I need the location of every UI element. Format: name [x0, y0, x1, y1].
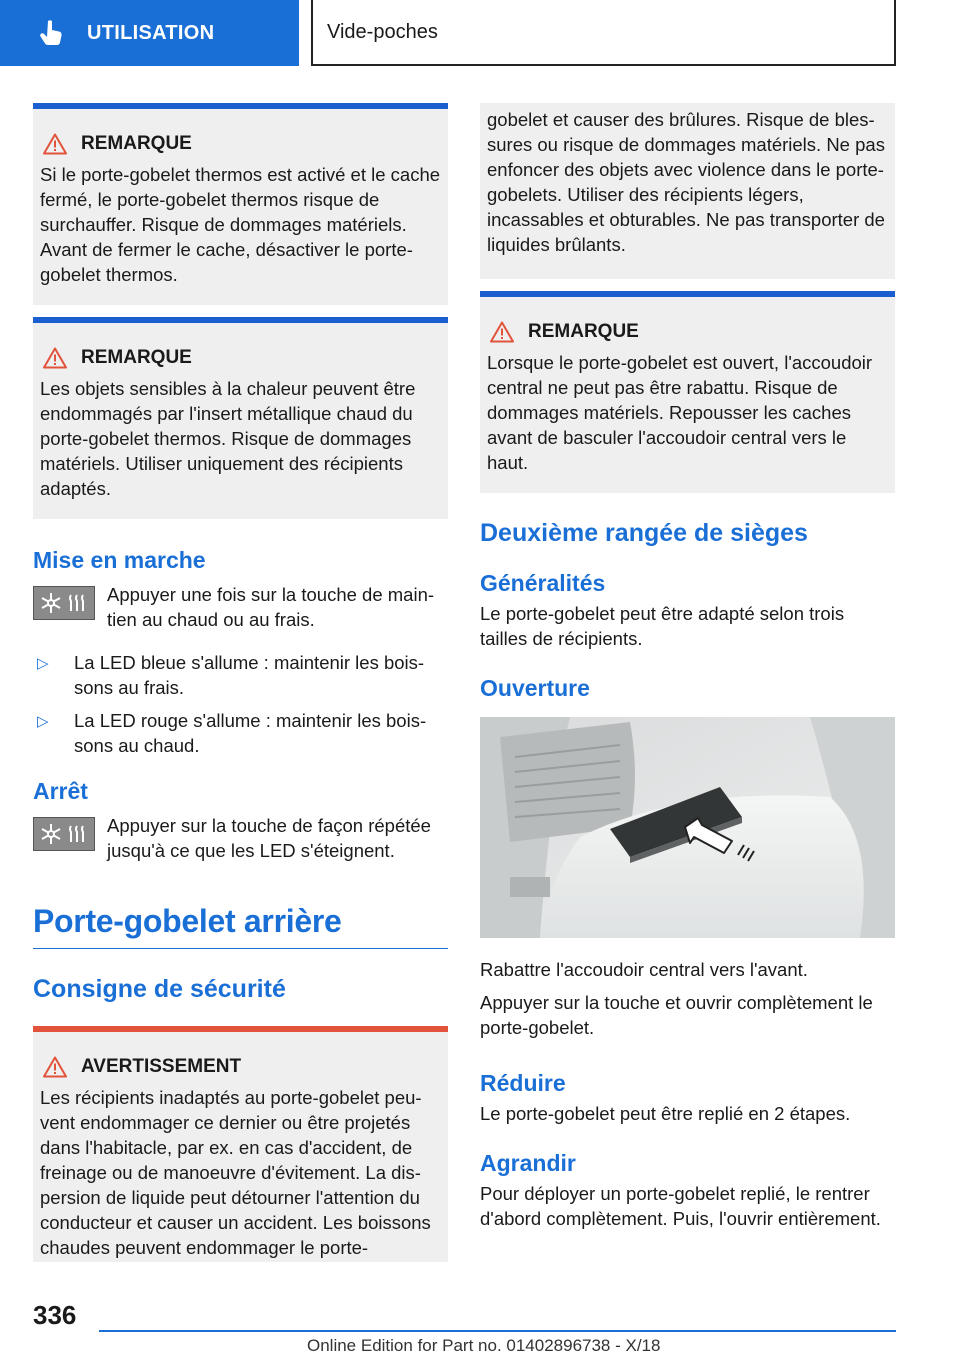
section-tab: [0, 0, 299, 66]
note-text: Les objets sensibles à la chaleur peuvent être endommagés par l'insert métallique chaud du porte-gobelet thermos. Risque de dommages matériels. Utiliser uniquement des récipients adaptés.: [40, 378, 416, 499]
climate-button-icon: [33, 586, 95, 620]
heading-reduce: Réduire: [480, 1070, 566, 1096]
heat-waves-icon: [65, 822, 89, 846]
warning-triangle-icon: [43, 133, 67, 155]
switch-off-instruction: [33, 813, 448, 863]
heading-switch-off: Arrêt: [33, 778, 88, 804]
warning-continued: [480, 103, 895, 279]
triangle-bullet-icon: ▷: [37, 713, 49, 730]
heading-second-row: Deuxième rangée de sièges: [480, 519, 808, 547]
section-label: UTILISATION: [87, 21, 215, 44]
topic-label: Vide-poches: [327, 20, 438, 43]
warning-triangle-icon: [490, 321, 514, 343]
note-thermos-overheat: [33, 103, 448, 305]
list-item: ▷ La LED bleue s'allume : maintenir les boissons au frais.: [33, 650, 448, 700]
heading-enlarge: Agrandir: [480, 1150, 576, 1176]
note-title: REMARQUE: [81, 347, 192, 368]
warning-text: Les récipients inadaptés au porte-gobelet peuvent endommager ce dernier ou être projetés dans l'habitacle, par ex. en cas d'accident, de freinage ou de manoeuvre d'évitement. La dispersion de liquide peut détourner l'attention du conducteur et causer un accident. Les boissons chaudes peuvent endommager le porte-: [40, 1087, 431, 1258]
topic-title: [311, 0, 896, 66]
heading-switch-on: Mise en marche: [33, 547, 206, 573]
warning-triangle-icon: [43, 1056, 67, 1078]
footer-rule: [99, 1330, 896, 1332]
note-text: Lorsque le porte-gobelet est ouvert, l'accoudoir central ne peut pas être rabattu. Risque de dommages matériels. Repousser les caches avant de basculer l'accoudoir central vers le haut.: [487, 352, 873, 473]
led-status-list: [33, 650, 448, 758]
hand-pointer-icon: [37, 18, 67, 48]
edition-info: Online Edition for Part no. 01402896738 - X/18: [307, 1336, 661, 1355]
triangle-bullet-icon: ▷: [37, 655, 49, 672]
instruction-text: Appuyer une fois sur la touche de maintien au chaud ou au frais.: [107, 584, 435, 630]
note-title: REMARQUE: [81, 133, 192, 154]
note-heat-sensitive: [33, 317, 448, 519]
enlarge-text: Pour déployer un porte-gobelet replié, le rentrer d'abord complètement. Puis, l'ouvrir entièrement.: [480, 1183, 881, 1229]
note-title: REMARQUE: [528, 321, 639, 342]
note-text: Si le porte-gobelet thermos est activé et le cache fermé, le porte-gobelet thermos risque de surchauffer. Risque de dommages matériels. Avant de fermer le cache, désactiver le porte-gobelet thermos.: [40, 164, 441, 285]
page-number: 336: [33, 1300, 77, 1330]
instruction-text: Appuyer sur la touche de façon répétée jusqu'à ce que les LED s'éteignent.: [107, 815, 431, 861]
right-column: [480, 103, 895, 1231]
general-text: Le porte-gobelet peut être adapté selon trois tailles de récipients.: [480, 603, 845, 649]
left-column: [33, 103, 448, 1262]
snowflake-icon: [39, 591, 63, 615]
snowflake-icon: [39, 822, 63, 846]
opening-step-2: Appuyer sur la touche et ouvrir complètement le porte-gobelet.: [480, 992, 873, 1038]
heading-safety: Consigne de sécurité: [33, 975, 286, 1003]
switch-on-instruction: [33, 582, 448, 632]
note-armrest: [480, 291, 895, 493]
list-item: ▷ La LED rouge s'allume : maintenir les boissons au chaud.: [33, 708, 448, 758]
climate-button-icon: [33, 817, 95, 851]
rear-armrest-photo: [480, 717, 895, 938]
heading-opening: Ouverture: [480, 675, 590, 701]
heading-rear-cupholder: Porte-gobelet arrière: [33, 903, 448, 949]
warning-text: gobelet et causer des brûlures. Risque de blessures ou risque de dommages matériels. Ne pas enfoncer des objets avec violence dans le porte-gobelets. Utiliser des récipients légers, incassables et obturables. Ne pas transporter de liquides brûlants.: [487, 109, 885, 255]
heat-waves-icon: [65, 591, 89, 615]
warning-title: AVERTISSEMENT: [81, 1056, 242, 1077]
opening-step-1: Rabattre l'accoudoir central vers l'avant.: [480, 959, 808, 980]
warning-unsuitable-containers: [33, 1026, 448, 1262]
reduce-text: Le porte-gobelet peut être replié en 2 étapes.: [480, 1103, 851, 1124]
heading-general: Généralités: [480, 570, 606, 596]
warning-triangle-icon: [43, 347, 67, 369]
